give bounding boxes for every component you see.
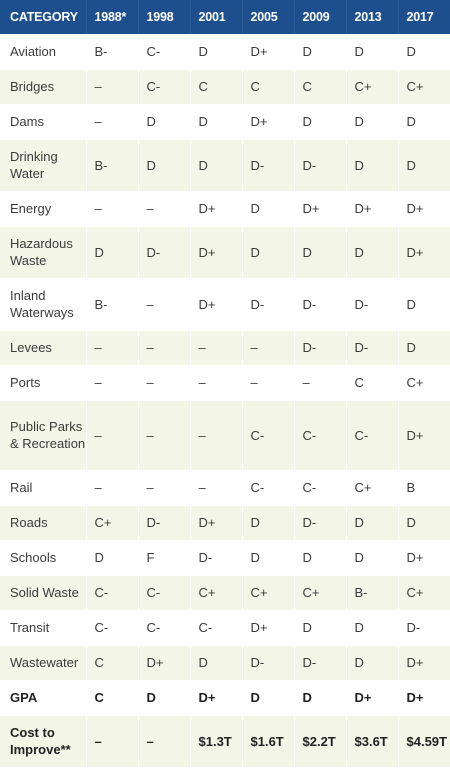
category-cell: GPA (0, 680, 86, 715)
table-row (0, 680, 450, 715)
category-cell: Transit (0, 610, 86, 645)
grade-cell: D (294, 226, 346, 278)
table-row (0, 715, 450, 767)
table-row (0, 365, 450, 400)
header-year-2017: 2017 (398, 0, 450, 34)
table-header-row (0, 0, 450, 34)
category-cell: Public Parks & Recreation (0, 400, 86, 470)
grade-cell: D+ (346, 680, 398, 715)
category-cell: Hazardous Waste (0, 226, 86, 278)
grade-cell: C (294, 69, 346, 104)
grade-cell: D+ (242, 34, 294, 69)
grade-cell: D (242, 226, 294, 278)
grade-cell: D- (242, 645, 294, 680)
grade-cell: D (398, 278, 450, 330)
table-row (0, 104, 450, 139)
grade-cell: D (190, 104, 242, 139)
grade-cell: D (294, 680, 346, 715)
grade-cell: D (346, 34, 398, 69)
grade-cell: D (346, 540, 398, 575)
grade-cell: C+ (346, 69, 398, 104)
grade-cell: C (346, 365, 398, 400)
table-row (0, 470, 450, 505)
grade-cell: C- (138, 575, 190, 610)
grade-cell: F (138, 540, 190, 575)
grade-cell: – (86, 191, 138, 226)
grade-cell: C- (138, 69, 190, 104)
table-row (0, 34, 450, 69)
header-year-1998: 1998 (138, 0, 190, 34)
grade-cell: D (346, 645, 398, 680)
table-row (0, 645, 450, 680)
grade-cell: $1.3T (190, 715, 242, 767)
grade-cell: – (138, 365, 190, 400)
category-cell: Wastewater (0, 645, 86, 680)
grade-cell: D+ (398, 226, 450, 278)
grade-cell: – (86, 470, 138, 505)
category-cell: Levees (0, 330, 86, 365)
grade-cell: D- (190, 540, 242, 575)
grade-cell: D (398, 139, 450, 191)
grade-cell: D+ (398, 540, 450, 575)
grade-cell: C- (86, 610, 138, 645)
grade-cell: $1.6T (242, 715, 294, 767)
grade-cell: – (242, 330, 294, 365)
grade-cell: D (294, 104, 346, 139)
grade-cell: D (242, 540, 294, 575)
header-year-2013: 2013 (346, 0, 398, 34)
grade-cell: D+ (346, 191, 398, 226)
grade-cell: D (294, 34, 346, 69)
grade-cell: D (398, 330, 450, 365)
category-cell: Solid Waste (0, 575, 86, 610)
grade-cell: D (294, 540, 346, 575)
grade-cell: D- (294, 330, 346, 365)
grade-cell: D- (294, 505, 346, 540)
category-cell: Rail (0, 470, 86, 505)
grade-cell: D (86, 540, 138, 575)
grade-cell: C+ (294, 575, 346, 610)
category-cell: Cost to Improve** (0, 715, 86, 767)
grade-cell: – (242, 365, 294, 400)
grade-cell: D (138, 104, 190, 139)
table-row (0, 139, 450, 191)
grade-cell: D (346, 226, 398, 278)
header-year-2001: 2001 (190, 0, 242, 34)
grade-cell: C- (190, 610, 242, 645)
category-cell: Roads (0, 505, 86, 540)
grade-cell: C+ (398, 69, 450, 104)
grade-cell: C+ (242, 575, 294, 610)
table-row (0, 505, 450, 540)
grade-cell: D (346, 104, 398, 139)
category-cell: Inland Waterways (0, 278, 86, 330)
grade-cell: D (190, 139, 242, 191)
grade-cell: C- (294, 470, 346, 505)
category-cell: Energy (0, 191, 86, 226)
grade-cell: C+ (86, 505, 138, 540)
grade-cell: D+ (190, 226, 242, 278)
table-row (0, 191, 450, 226)
table-row (0, 226, 450, 278)
grade-cell: D (398, 505, 450, 540)
grade-cell: D (242, 191, 294, 226)
grade-cell: D- (346, 278, 398, 330)
table-row (0, 278, 450, 330)
grade-cell: D+ (398, 191, 450, 226)
grade-cell: C (242, 69, 294, 104)
grade-cell: – (86, 104, 138, 139)
grade-cell: $3.6T (346, 715, 398, 767)
grade-cell: D- (294, 139, 346, 191)
grade-cell: D- (398, 610, 450, 645)
grade-cell: D (242, 505, 294, 540)
grade-cell: – (138, 470, 190, 505)
grade-cell: – (86, 365, 138, 400)
grade-cell: D (398, 34, 450, 69)
grade-cell: C- (242, 400, 294, 470)
grade-cell: D+ (294, 191, 346, 226)
table-row (0, 400, 450, 470)
grade-cell: C (86, 645, 138, 680)
grade-cell: C- (242, 470, 294, 505)
grade-cell: D- (294, 278, 346, 330)
header-year-2009: 2009 (294, 0, 346, 34)
grade-cell: $2.2T (294, 715, 346, 767)
grade-cell: – (138, 191, 190, 226)
category-cell: Bridges (0, 69, 86, 104)
grade-cell: D- (138, 505, 190, 540)
grade-cell: B- (86, 139, 138, 191)
grade-cell: D (242, 680, 294, 715)
grade-cell: B (398, 470, 450, 505)
grade-cell: C- (138, 34, 190, 69)
table-body (0, 34, 450, 767)
grade-cell: D+ (242, 610, 294, 645)
category-cell: Ports (0, 365, 86, 400)
grade-cell: D+ (190, 191, 242, 226)
grade-cell: C+ (398, 575, 450, 610)
grade-cell: B- (86, 278, 138, 330)
grade-cell: D+ (190, 680, 242, 715)
grade-cell: D+ (190, 505, 242, 540)
grade-cell: D+ (242, 104, 294, 139)
grade-cell: C- (294, 400, 346, 470)
grade-cell: D- (242, 278, 294, 330)
grade-cell: – (86, 715, 138, 767)
grade-cell: – (190, 365, 242, 400)
grade-cell: D+ (190, 278, 242, 330)
grade-cell: D- (242, 139, 294, 191)
grade-cell: D+ (398, 680, 450, 715)
grade-cell: – (138, 715, 190, 767)
grade-cell: C+ (346, 470, 398, 505)
header-year-1988: 1988* (86, 0, 138, 34)
header-category: CATEGORY (0, 0, 86, 34)
table-row (0, 69, 450, 104)
grade-cell: D (190, 34, 242, 69)
grade-cell: C+ (398, 365, 450, 400)
grade-cell: – (138, 330, 190, 365)
grade-cell: C- (138, 610, 190, 645)
table-row (0, 610, 450, 645)
grade-cell: D (190, 645, 242, 680)
grade-cell: B- (86, 34, 138, 69)
grade-cell: D (294, 610, 346, 645)
grade-cell: C (190, 69, 242, 104)
grade-cell: C+ (190, 575, 242, 610)
grade-cell: – (138, 400, 190, 470)
grade-cell: D (86, 226, 138, 278)
grade-cell: – (190, 330, 242, 365)
grade-cell: C (86, 680, 138, 715)
grade-cell: C- (346, 400, 398, 470)
grade-cell: D (138, 139, 190, 191)
grade-cell: D+ (398, 645, 450, 680)
grade-cell: – (86, 400, 138, 470)
category-cell: Schools (0, 540, 86, 575)
grade-cell: $4.59T (398, 715, 450, 767)
table-row (0, 330, 450, 365)
grade-cell: C- (86, 575, 138, 610)
category-cell: Drinking Water (0, 139, 86, 191)
grade-cell: D- (294, 645, 346, 680)
table-row (0, 540, 450, 575)
table-row (0, 575, 450, 610)
grade-cell: D (138, 680, 190, 715)
grade-cell: D (398, 104, 450, 139)
grade-cell: – (190, 470, 242, 505)
grade-cell: D+ (138, 645, 190, 680)
grade-cell: D (346, 505, 398, 540)
grade-cell: – (86, 330, 138, 365)
grade-cell: – (86, 69, 138, 104)
grade-cell: – (190, 400, 242, 470)
grade-cell: – (138, 278, 190, 330)
grade-cell: D- (138, 226, 190, 278)
grade-cell: D (346, 610, 398, 645)
category-cell: Aviation (0, 34, 86, 69)
grade-cell: B- (346, 575, 398, 610)
grade-cell: D (346, 139, 398, 191)
category-cell: Dams (0, 104, 86, 139)
grade-cell: D+ (398, 400, 450, 470)
grade-cell: – (294, 365, 346, 400)
grade-cell: D- (346, 330, 398, 365)
header-year-2005: 2005 (242, 0, 294, 34)
